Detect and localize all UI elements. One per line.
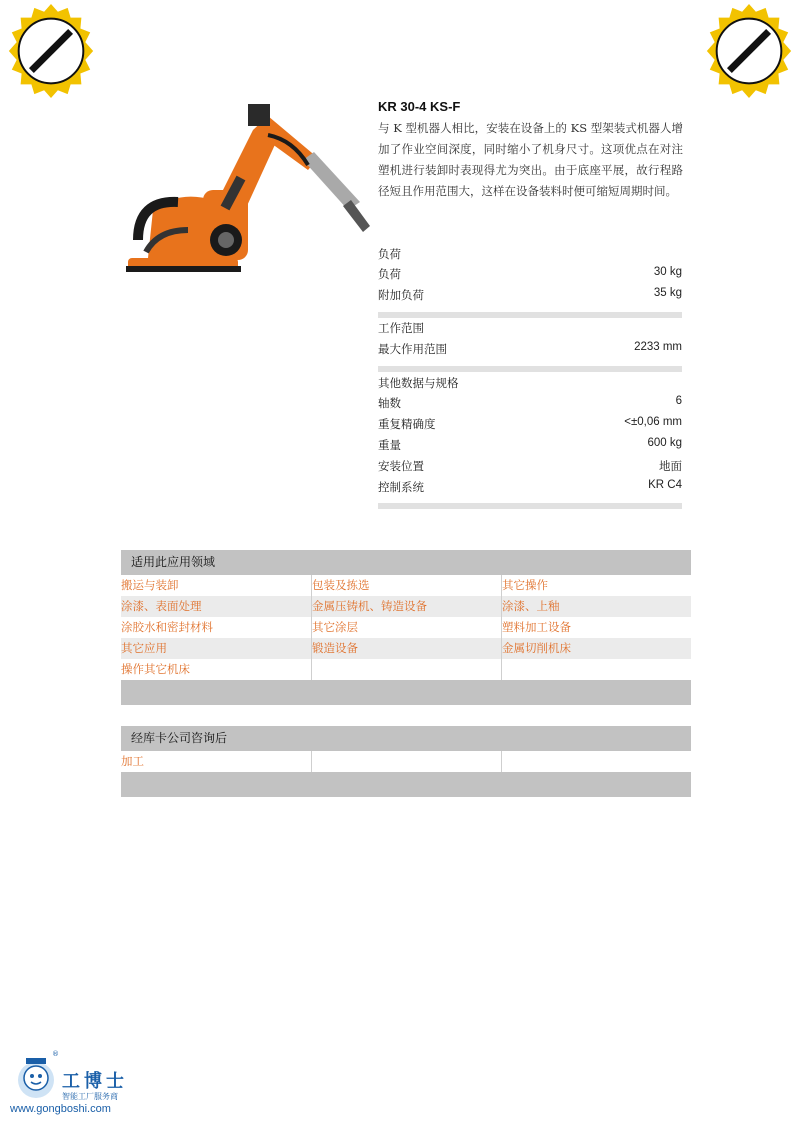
application-link[interactable]: 搬运与装卸 xyxy=(121,578,179,592)
table-footer-bar xyxy=(121,772,691,797)
spec-value: KR C4 xyxy=(648,479,682,491)
product-title: KR 30-4 KS-F xyxy=(378,99,461,114)
table-cell-empty xyxy=(501,659,691,680)
application-link[interactable]: 涂漆、表面处理 xyxy=(121,599,202,613)
spec-row xyxy=(378,479,682,500)
section-divider xyxy=(378,503,682,509)
table-row xyxy=(121,575,691,596)
product-description: 与 K 型机器人相比，安装在设备上的 KS 型架装式机器人增加了作业空间深度，同时缩小了机身尺寸。这项优点在对注塑机进行装卸时表现得尤为突出。由于底座平展，故行程路径短且作用范围大，这样在设备装料时便可缩短周期时间。 xyxy=(378,121,683,198)
table-cell-empty xyxy=(311,751,501,772)
application-link[interactable]: 金属压铸机、铸造设备 xyxy=(311,596,501,617)
spec-row xyxy=(378,287,682,308)
spec-label: 安装位置 xyxy=(378,459,424,473)
spec-label: 附加负荷 xyxy=(378,288,424,302)
applications-heading: 适用此应用领域 xyxy=(121,550,691,575)
spec-value: 35 kg xyxy=(653,287,682,299)
pdf-xchange-badge-left[interactable] xyxy=(2,2,100,100)
spec-value: 地面 xyxy=(659,461,682,473)
spec-label: 重量 xyxy=(378,438,401,452)
registered-mark: ® xyxy=(52,1050,59,1058)
brand-url[interactable]: www.gongboshi.com xyxy=(10,1103,111,1115)
spec-row xyxy=(378,341,682,362)
table-footer-bar xyxy=(121,680,691,705)
spec-label: 负荷 xyxy=(378,267,401,281)
spec-row xyxy=(378,458,682,479)
application-link[interactable]: 涂胶水和密封材料 xyxy=(121,620,213,634)
spec-value: 6 xyxy=(675,395,682,407)
table-row xyxy=(121,659,691,680)
application-link[interactable]: 操作其它机床 xyxy=(121,662,190,676)
application-link[interactable]: 塑料加工设备 xyxy=(501,617,691,638)
section-heading-range: 工作范围 xyxy=(378,321,424,335)
spec-row xyxy=(378,395,682,416)
application-link[interactable]: 锻造设备 xyxy=(311,638,501,659)
section-heading-load: 负荷 xyxy=(378,247,401,261)
pdf-xchange-badge-right[interactable] xyxy=(700,2,798,100)
spec-value: <±0,06 mm xyxy=(624,416,682,428)
table-cell-empty xyxy=(501,751,691,772)
application-link[interactable]: 涂漆、上釉 xyxy=(501,596,691,617)
spec-label: 最大作用范围 xyxy=(378,342,447,356)
application-link[interactable]: 其它操作 xyxy=(501,575,691,596)
applications-table xyxy=(121,550,691,705)
spec-label: 重复精确度 xyxy=(378,417,436,431)
application-link[interactable]: 金属切削机床 xyxy=(501,638,691,659)
table-row xyxy=(121,596,691,617)
section-heading-other: 其他数据与规格 xyxy=(378,376,459,390)
spec-row xyxy=(378,266,682,287)
table-row xyxy=(121,751,691,772)
application-link[interactable]: 包装及拣选 xyxy=(311,575,501,596)
brand-logo-text: 工博士 xyxy=(62,1071,128,1092)
section-divider xyxy=(378,312,682,318)
brand-tagline: 智能工厂服务商 xyxy=(62,1092,118,1101)
table-row xyxy=(121,617,691,638)
application-link[interactable]: 其它应用 xyxy=(121,641,167,655)
section-divider xyxy=(378,366,682,372)
spec-value: 2233 mm xyxy=(634,341,682,353)
application-link[interactable]: 加工 xyxy=(121,754,144,768)
spec-value: 30 kg xyxy=(653,266,682,278)
consult-table xyxy=(121,726,691,797)
spec-label: 轴数 xyxy=(378,396,401,410)
table-cell-empty xyxy=(311,659,501,680)
robot-image xyxy=(118,90,373,280)
application-link[interactable]: 其它涂层 xyxy=(311,617,501,638)
spec-label: 控制系统 xyxy=(378,480,424,494)
spec-row xyxy=(378,437,682,458)
table-row xyxy=(121,638,691,659)
spec-value: 600 kg xyxy=(647,437,682,449)
spec-row xyxy=(378,416,682,437)
consult-heading: 经库卡公司咨询后 xyxy=(121,726,691,751)
